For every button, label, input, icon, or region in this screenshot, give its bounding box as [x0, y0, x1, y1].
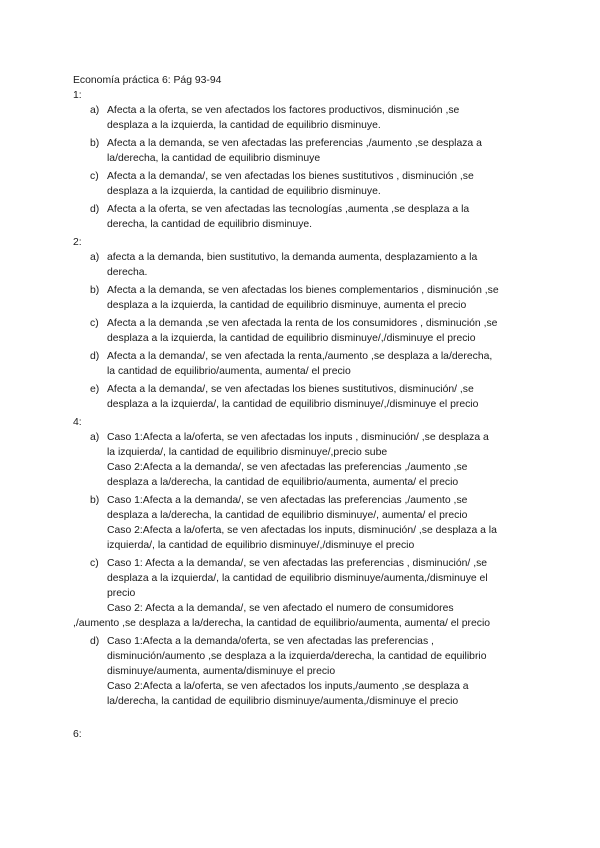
answer-text-line: Afecta a la demanda/, se ven afectadas los bienes sustitutivos, disminución/ ,se	[107, 384, 474, 395]
answer-text-line: la cantidad de equilibrio/aumenta, aumenta/ el precio	[107, 366, 351, 377]
answer-item	[73, 382, 528, 412]
answer-letter: c)	[90, 318, 99, 329]
answer-letter: d)	[90, 636, 100, 647]
answer-text-line: derecha.	[107, 267, 148, 278]
questions-list	[73, 88, 528, 742]
case-text-line: Caso 1: Afecta a la demanda/, se ven afectadas las preferencias , disminución/ ,se	[107, 558, 488, 569]
case-text-line: la izquierda/, la cantidad de equilibrio disminuye/,precio sube	[107, 447, 388, 458]
answer-text-line: Afecta a la demanda, se ven afectadas los bienes complementarios , disminución ,se	[107, 285, 499, 296]
answer-text-line: Afecta a la demanda ,se ven afectada la renta de los consumidores , disminución ,se	[107, 318, 498, 329]
answer-item	[73, 283, 528, 313]
answer-text-line: Afecta a la demanda/, se ven afectadas los bienes sustitutivos , disminución ,se	[107, 171, 474, 182]
answer-case	[73, 601, 528, 631]
answer-text-line: desplaza a la izquierda, la cantidad de equilibrio disminuye.	[107, 120, 381, 131]
case-text-line: Caso 1:Afecta a la/oferta, se ven afectadas los inputs , disminución/ ,se desplaza a	[107, 432, 489, 443]
document-body	[73, 73, 528, 742]
answer-list	[73, 430, 528, 709]
question-number: 1:	[73, 90, 82, 101]
answer-case	[107, 430, 528, 460]
answer-item	[73, 169, 528, 199]
answer-case	[107, 634, 528, 679]
answer-item	[73, 634, 528, 709]
answer-item	[73, 556, 528, 631]
answer-letter: b)	[90, 138, 100, 149]
case-text-line: Caso 2:Afecta a la/oferta, se ven afectados los inputs,/aumento ,se desplaza a	[107, 681, 469, 692]
answer-letter: a)	[90, 252, 100, 263]
case-text-line: desplaza a la izquierda/, la cantidad de equilibrio disminuye/aumenta,/disminuye el	[107, 573, 488, 584]
answer-text-line: la/derecha, la cantidad de equilibrio disminuye	[107, 153, 321, 164]
case-text-line: la/derecha, la cantidad de equilibrio disminuye/aumenta,/disminuye el precio	[107, 696, 459, 707]
answer-text-line: Afecta a la oferta, se ven afectados los factores productivos, disminución ,se	[107, 105, 460, 116]
answer-text-line: desplaza a la izquierda/, la cantidad de equilibrio disminuye/,/disminuye el precio	[107, 399, 479, 410]
answer-text-line: Afecta a la demanda, se ven afectadas las preferencias ,/aumento ,se desplaza a	[107, 138, 482, 149]
answer-item	[73, 136, 528, 166]
answer-text-line: afecta a la demanda, bien sustitutivo, la demanda aumenta, desplazamiento a la	[107, 252, 478, 263]
answer-text-line: desplaza a la izquierda, la cantidad de equilibrio disminuye, aumenta el precio	[107, 300, 467, 311]
case-text-line: desplaza a la/derecha, la cantidad de equilibrio/aumenta, aumenta/ el precio	[107, 477, 459, 488]
answer-text-line: Afecta a la demanda/, se ven afectada la renta,/aumento ,se desplaza a la/derecha,	[107, 351, 493, 362]
case-text-line: Caso 2:Afecta a la/oferta, se ven afectadas los inputs, disminución/ ,se desplaza a la	[107, 525, 497, 536]
case-text-line-outdent: ,/aumento ,se desplaza a la/derecha, la cantidad de equilibrio/aumenta, aumenta/ el precio	[73, 618, 491, 629]
case-text-line: disminuye/aumenta, aumenta/disminuye el precio	[107, 666, 336, 677]
question-number: 4:	[73, 417, 82, 428]
answer-item	[73, 430, 528, 490]
question-number: 2:	[73, 237, 82, 248]
answer-letter: b)	[90, 285, 100, 296]
case-text-line: Caso 2:Afecta a la demanda/, se ven afectadas las preferencias ,/aumento ,se	[107, 462, 468, 473]
answer-item	[73, 316, 528, 346]
answer-letter: c)	[90, 171, 99, 182]
answer-letter: b)	[90, 495, 100, 506]
case-text-line: precio	[107, 588, 136, 599]
answer-letter: d)	[90, 351, 100, 362]
answer-item	[73, 250, 528, 280]
answer-letter: d)	[90, 204, 100, 215]
case-text-line: desplaza a la/derecha, la cantidad de equilibrio disminuye/, aumenta/ el precio	[107, 510, 468, 521]
answer-letter: a)	[90, 105, 100, 116]
answer-text-line: desplaza a la izquierda, la cantidad de equilibrio disminuye/,/disminuye el precio	[107, 333, 476, 344]
answer-text-line: desplaza a la izquierda, la cantidad de equilibrio disminuye.	[107, 186, 381, 197]
answer-case	[107, 460, 528, 490]
answer-case	[107, 679, 528, 709]
answer-item	[73, 103, 528, 133]
case-text-line: Caso 1:Afecta a la demanda/oferta, se ven afectadas las preferencias ,	[107, 636, 434, 647]
question-number: 6:	[73, 729, 82, 740]
answer-case	[107, 556, 528, 601]
answer-case	[107, 493, 528, 523]
answer-case	[107, 523, 528, 553]
answer-text-line: Afecta a la oferta, se ven afectadas las tecnologías ,aumenta ,se desplaza a la	[107, 204, 470, 215]
answer-item	[73, 349, 528, 379]
case-text-line: disminución/aumento ,se desplaza a la izquierda/derecha, la cantidad de equilibrio	[107, 651, 487, 662]
answer-item	[73, 493, 528, 553]
document-title: Economía práctica 6: Pág 93-94	[73, 75, 222, 86]
answer-letter: e)	[90, 384, 100, 395]
case-text-line: izquierda/, la cantidad de equilibrio disminuye/,/disminuye el precio	[107, 540, 415, 551]
answer-item	[73, 202, 528, 232]
answer-list	[73, 250, 528, 412]
answer-letter: a)	[90, 432, 100, 443]
answer-text-line: derecha, la cantidad de equilibrio disminuye.	[107, 219, 313, 230]
case-text-line: Caso 2: Afecta a la demanda/, se ven afectado el numero de consumidores	[107, 603, 454, 614]
answer-list	[73, 103, 528, 232]
answer-letter: c)	[90, 558, 99, 569]
case-text-line: Caso 1:Afecta a la demanda/, se ven afectadas las preferencias ,/aumento ,se	[107, 495, 468, 506]
section-spacer	[73, 712, 528, 727]
